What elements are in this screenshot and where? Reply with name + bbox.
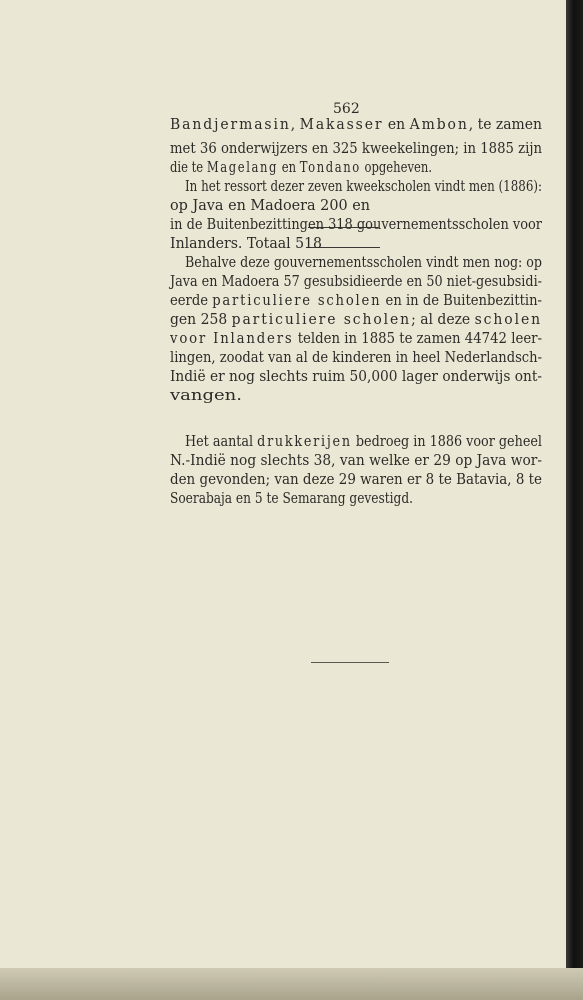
text-run: telden in 1885 te zamen 44742 leer-	[293, 330, 542, 347]
text-run: gen 258	[170, 311, 232, 328]
text-line	[170, 492, 413, 507]
text-line	[185, 435, 542, 450]
text-line	[185, 256, 542, 271]
spaced-emphasis: scholen	[474, 311, 542, 328]
text-line	[170, 332, 542, 347]
text-line	[170, 199, 370, 214]
text-run: N.-Indië nog slechts 38, van welke er 29 op Java wor-	[170, 452, 542, 469]
text-line	[170, 118, 542, 133]
spaced-emphasis: particuliere scholen	[212, 292, 382, 309]
spaced-emphasis: Bandjermasin	[170, 116, 291, 133]
text-line	[170, 161, 432, 176]
text-line	[170, 473, 542, 488]
page-number: 562	[333, 101, 360, 117]
spaced-emphasis: Ambon	[409, 116, 469, 133]
spaced-emphasis: drukkerijen	[257, 433, 352, 450]
text-run: Indië er nog slechts ruim 50,000 lager onderwijs ont-	[170, 368, 542, 385]
text-line	[170, 294, 542, 309]
text-run: eerde	[170, 292, 213, 309]
text-line	[170, 313, 542, 328]
text-line	[170, 275, 542, 290]
spaced-emphasis: Tondano	[299, 159, 361, 176]
text-run: Het aantal	[185, 433, 258, 450]
text-run: ; al deze	[411, 311, 475, 328]
text-run: en	[383, 116, 410, 133]
text-run: Java en Madoera 57 gesubsidieerde en 50 niet-gesubsidi-	[170, 273, 542, 290]
text-run: en in de Buitenbezittin-	[381, 292, 542, 309]
text-run: die te	[170, 159, 207, 176]
text-line	[170, 454, 542, 469]
text-run: met 36 onderwijzers en 325 kweekelingen; in 1885 zijn	[170, 140, 542, 157]
text-run: In het ressort dezer zeven kweekscholen vindt men (1886):	[185, 178, 542, 195]
text-run: bedroeg in 1886 voor geheel	[351, 433, 542, 450]
text-run: ,	[290, 116, 300, 133]
text-run: , te zamen	[468, 116, 542, 133]
text-run: opgeheven.	[360, 159, 432, 176]
text-run: en	[278, 159, 300, 176]
text-line	[185, 180, 542, 195]
text-line	[170, 370, 542, 385]
text-run: vangen.	[170, 387, 242, 404]
text-run: Inlanders. Totaal 518	[170, 235, 322, 252]
section-end-rule	[311, 662, 389, 663]
spaced-emphasis: Makasser	[299, 116, 384, 133]
scan-edge-right	[566, 0, 583, 1000]
text-line	[170, 142, 542, 157]
text-line	[170, 218, 542, 233]
text-run: op Java en Madoera 200 en	[170, 197, 370, 214]
text-line	[170, 389, 242, 404]
scan-edge-bottom	[0, 968, 583, 1000]
spaced-emphasis: Magelang	[206, 159, 279, 176]
text-line	[170, 351, 542, 366]
text-line	[170, 237, 322, 252]
spaced-emphasis: particuliere scholen	[231, 311, 412, 328]
text-run: in de Buitenbezittingen 318 gouvernementsscholen voor	[170, 216, 542, 233]
text-run: den gevonden; van deze 29 waren er 8 te Batavia, 8 te	[170, 471, 542, 488]
text-run: lingen, zoodat van al de kinderen in heel Nederlandsch-	[170, 349, 542, 366]
spaced-emphasis: voor Inlanders	[170, 330, 294, 347]
text-run: Soerabaja en 5 te Semarang gevestigd.	[170, 490, 413, 507]
text-run: Behalve deze gouvernementsscholen vindt men nog: op	[185, 254, 542, 271]
